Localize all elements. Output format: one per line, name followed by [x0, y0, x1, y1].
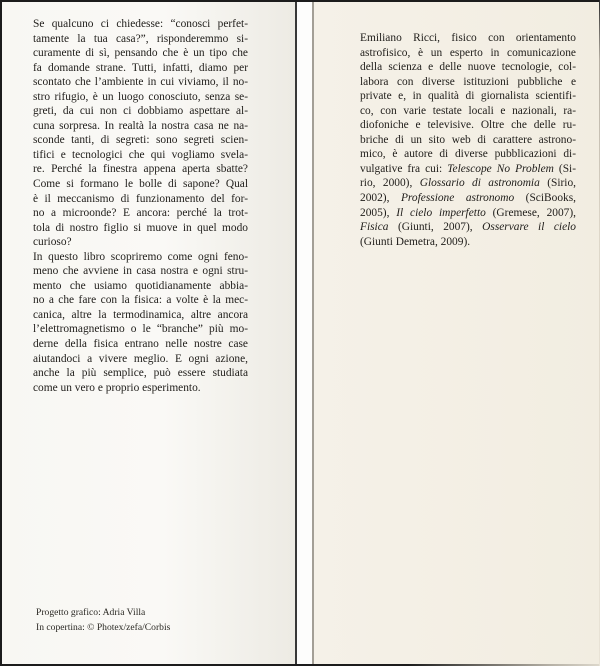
text-segment: (Giunti Demetra, 2009). [360, 235, 471, 248]
text-segment: co, con varie testate locali e nazionali, ra- [360, 104, 576, 117]
text-line [360, 162, 576, 177]
text-segment: astrofisico, è un esperto in comunicazione [360, 46, 576, 59]
book-title-italic: Osservare il cielo [482, 221, 576, 234]
scan-border-left [0, 0, 2, 666]
book-title-italic: Telescope No Problem [447, 162, 554, 175]
text-line: come un vero e proprio esperimento. [33, 381, 201, 394]
text-segment: diofoniche e televisive. Oltre che delle ru- [360, 119, 576, 132]
text-line [360, 220, 576, 235]
text-line: tola di nostro figlio si muove in quel modo [33, 221, 248, 234]
text-segment: della scienza e delle nuove tecnologie, col- [360, 61, 576, 74]
book-title-italic: Il cielo imperfetto [396, 206, 486, 219]
text-segment: (Gremese, 2007), [485, 206, 576, 219]
text-line: scontato che l’ambiente in cui viviamo, il no- [33, 76, 248, 89]
text-segment: labora con diverse istituzioni pubbliche e [360, 75, 576, 88]
text-line: Se qualcuno ci chiedesse: “conosci perfet- [33, 18, 248, 30]
text-line: stro rifugio, è un luogo conosciuto, senza se- [33, 90, 248, 103]
text-line [360, 31, 576, 46]
text-line: meno che avviene in casa nostra e ogni stru- [33, 265, 248, 278]
text-segment: 2002), [360, 192, 401, 205]
text-line: no a microonde? E ancora: perché la trot- [33, 207, 248, 220]
text-line: tamente la tua casa?”, risponderemmo si- [33, 32, 248, 45]
credit-line-design: Progetto grafico: Adria Villa [36, 607, 146, 618]
text-line: tifici e tecnologici che qui vogliamo svela- [33, 148, 248, 161]
text-line [360, 147, 576, 162]
text-line [360, 60, 576, 75]
book-title-italic: Fisica [360, 221, 389, 234]
text-line: fa domande strane. Tutti, infatti, diamo per [33, 61, 248, 74]
text-segment: (Giunti, 2007), [388, 221, 483, 234]
text-line [360, 104, 576, 119]
text-line: canica, altre la termodinamica, altre ancora [33, 308, 248, 321]
fold-line-light [312, 0, 314, 666]
text-segment: (SciBooks, [514, 192, 576, 205]
author-bio-text [360, 31, 576, 249]
text-segment: rio, 2000), [360, 177, 420, 190]
text-line: greti, da cui non ci dobbiamo aspettare al- [33, 105, 248, 118]
text-segment: mico, è autore di diverse pubblicazioni di- [360, 148, 576, 161]
fold-line-dark [295, 0, 297, 666]
text-line: l’elettromagnetismo o le “branche” più mo- [33, 323, 248, 336]
book-title-italic: Glossario di astronomia [419, 177, 540, 190]
text-line: è il meccanismo di funzionamento del for- [33, 192, 248, 205]
text-line [360, 133, 576, 148]
text-line [360, 191, 576, 206]
text-line: mento che usiamo quotidianamente abbia- [33, 279, 248, 292]
text-segment: (Sirio, [539, 177, 576, 190]
text-line [360, 75, 576, 90]
text-line: aiutandoci a vivere meglio. E ogni azione, [33, 352, 248, 365]
text-line: derne della fisica entrano nelle nostre case [33, 338, 248, 351]
text-line [360, 89, 576, 104]
text-line: no a che fare con la fisica: a volte è la mec- [33, 294, 248, 307]
text-segment: (Si- [553, 162, 576, 175]
text-segment: Emiliano Ricci, fisico con orientamento [360, 32, 576, 44]
text-line: Come si formano le bolle di sapone? Qual [33, 178, 248, 191]
text-line: sconde tanti, di segreti: sono segreti scien- [33, 134, 248, 147]
text-segment: vulgative fra cui: [360, 162, 448, 175]
text-line [360, 206, 576, 221]
text-line [360, 235, 576, 250]
text-line: curamente di sì, pensando che è un tipo che [33, 47, 248, 60]
book-title-italic: Professione astronomo [400, 192, 515, 205]
credit-line-cover: In copertina: © Photex/zefa/Corbis [36, 621, 171, 633]
text-line: anche la più semplice, può essere studiata [33, 367, 248, 380]
book-description-text [33, 17, 248, 395]
text-line [360, 176, 576, 191]
text-line: curioso? [33, 236, 72, 249]
text-line: In questo libro scopriremo come ogni feno- [33, 250, 248, 263]
text-line [360, 118, 576, 133]
text-segment: private e, in qualità di giornalista scientifi- [360, 90, 576, 103]
credits [36, 606, 170, 635]
text-line: cuna sorpresa. In realtà la nostra casa ne na- [33, 119, 248, 132]
text-line [360, 46, 576, 61]
text-line: re. Perché la finestra appena aperta sbatte? [33, 163, 248, 176]
scan-border-top [0, 0, 600, 2]
text-segment: briche di un sito web di carattere astrono- [360, 133, 576, 146]
text-segment: 2005), [360, 206, 397, 219]
